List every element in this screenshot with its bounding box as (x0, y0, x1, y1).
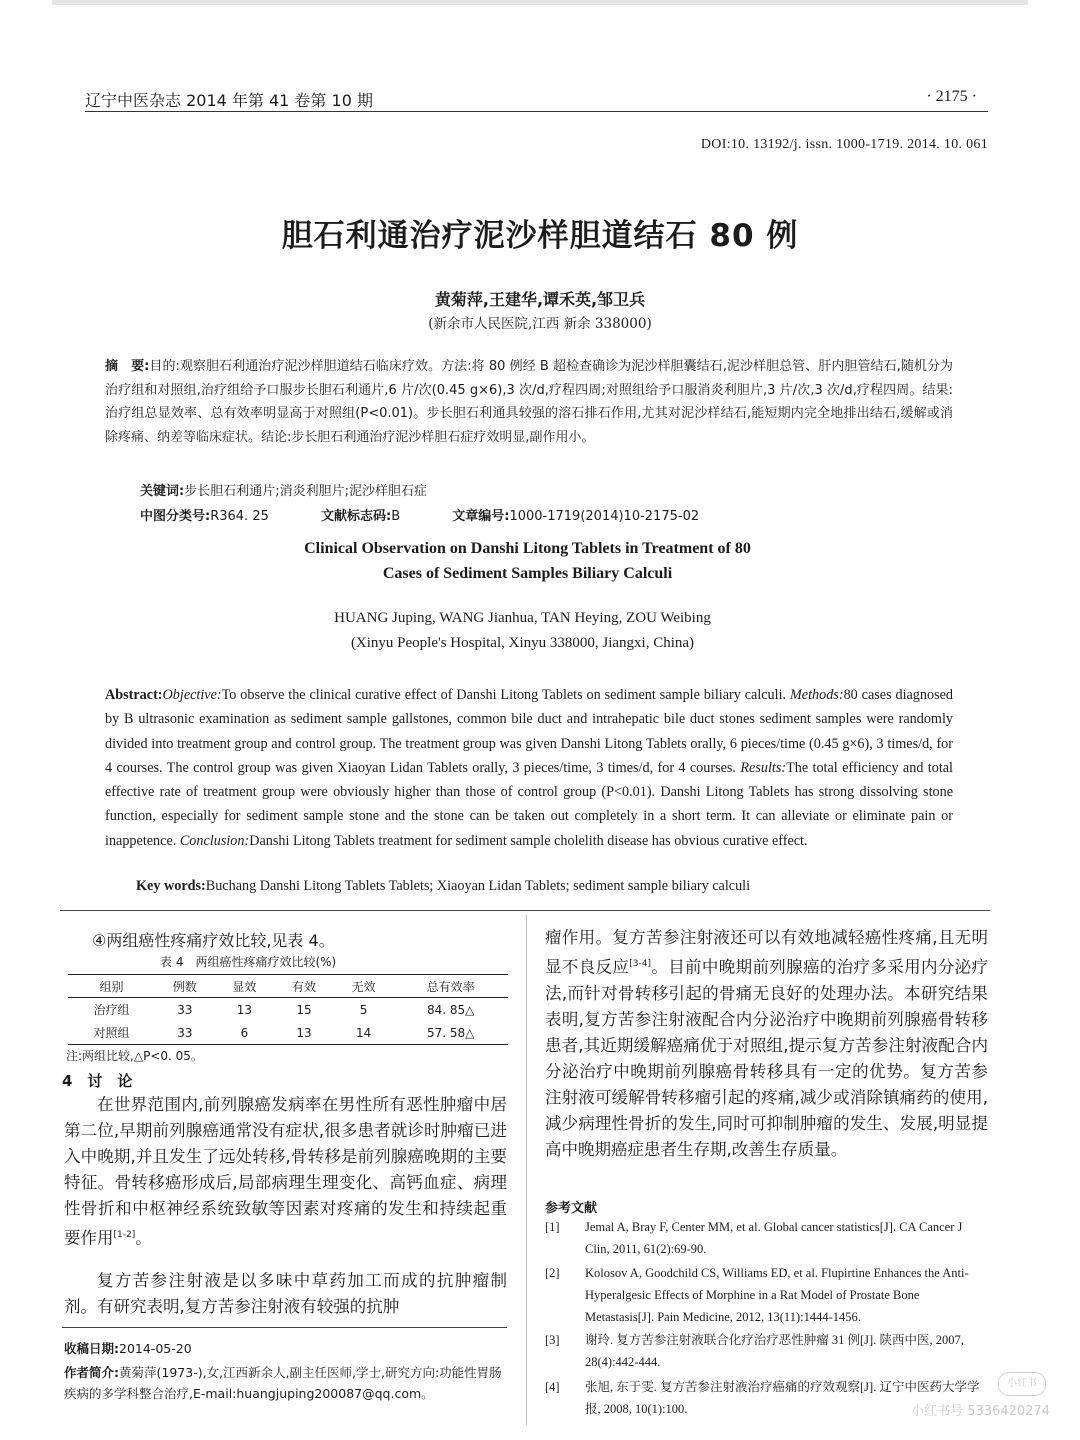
abstract-label: 摘 要: (105, 359, 150, 374)
en-keywords-text: Buchang Danshi Litong Tablets Tablets; Xiaoyan Lidan Tablets; sediment sample biliary calculi (205, 878, 751, 894)
col-header: 无效 (334, 975, 394, 998)
article-no-value: 1000-1719(2014)10-2175-02 (509, 509, 700, 524)
objective-label: Objective: (162, 687, 222, 703)
table-row (68, 998, 508, 1022)
doc-code-value: B (391, 509, 401, 524)
keywords-text: 步长胆石利通片;消炎利胆片;泥沙样胆石症 (184, 484, 427, 499)
paragraph-end: 。 (135, 1228, 152, 1248)
english-affiliation: (Xinyu People's Hospital, Xinyu 338000, Jiangxi, China) (350, 635, 695, 651)
watermark-logo: 小红书 (998, 1372, 1046, 1396)
english-title-line1: Clinical Observation on Danshi Litong Tablets in Treatment of 80 (304, 540, 751, 557)
reference-number: [2] (545, 1266, 560, 1280)
reference-number: [3] (545, 1333, 560, 1347)
en-keywords-label: Key words: (136, 878, 206, 894)
table-cell: 5 (359, 1002, 368, 1017)
bio-label: 作者简介: (64, 1365, 119, 1380)
results-text: The total efficiency and total effective rate of treatment group were obviously higher than those of control group (P<0.01). Danshi Litong Tablets has strong dissolving stone function, especially for sediment sample stone and the stone can be taken out completely in a short term. It can alleviate or eliminate pain or inappetence. (105, 759, 953, 849)
reference-item (545, 1262, 988, 1328)
conclusion-label: Conclusion: (179, 832, 250, 849)
col-header: 显效 (215, 975, 275, 998)
bio-text: 黄菊萍(1973-),女,江西新余人,副主任医师,学士,研究方向:功能性胃肠疾病的多学科整合治疗,E-mail:huangjuping200087@qq.com。 (64, 1365, 502, 1401)
classification-line (140, 505, 699, 524)
item-4-heading: ④两组癌性疼痛疗效比较,见表 4。 (92, 931, 335, 950)
reference-text: 谢玲. 复方苦参注射液联合化疗治疗恶性肿瘤 31 例[J]. 陕西中医, 2007, 28(4):442-444. (585, 1333, 964, 1369)
section-heading: 4 讨 论 (62, 1072, 133, 1090)
watermark-text: 小红书号 5336420274 (911, 1404, 1050, 1419)
table-cell: 15 (296, 1002, 312, 1017)
received-label: 收稿日期: (64, 1341, 119, 1356)
clc-value: R364. 25 (210, 509, 269, 524)
col-header: 例数 (155, 975, 215, 998)
table-cell: 14 (334, 1021, 394, 1045)
column-divider (526, 915, 527, 1425)
objective-text: To observe the clinical curative effect of Danshi Litong Tablets on sediment sample biliary calculi. (221, 687, 787, 703)
received-value: 2014-05-20 (119, 1341, 192, 1356)
table-cell: 13 (274, 1021, 334, 1045)
methods-label: Methods: (789, 687, 844, 703)
english-abstract (105, 683, 953, 853)
article-no-label: 文章编号: (452, 509, 510, 524)
table-row (68, 1021, 508, 1045)
table-cell: 57. 58△ (393, 1021, 508, 1045)
page-number: · 2175 · (926, 88, 977, 105)
table-cell: 33 (155, 1021, 215, 1045)
table-cell: 6 (215, 1021, 275, 1045)
methods-text: 80 cases diagnosed by B ultrasonic examination as sediment sample gallstones, common bile duct and intrahepatic bile duct stones sediment samples were randomly divided into treatment group and control group. The treatment group was given Danshi Litong Tablets orally, 6 pieces/time (0.45 g×6), 3 times/d, for 4 courses. The control group was given Xiaoyan Lidan Tablets orally, 3 pieces/time, 3 times/d, for 4 courses. (105, 687, 954, 776)
discussion-paragraph-2 (64, 1268, 507, 1320)
doi: DOI:10. 13192/j. issn. 1000-1719. 2014. 10. 061 (700, 137, 988, 152)
reference-text: 张旭, 东于雯. 复方苦参注射液治疗癌痛的疗效观察[J]. 辽宁中医药大学学报, 2008, 10(1):100. (585, 1380, 980, 1416)
keywords-label: 关键词: (140, 484, 185, 499)
english-authors: HUANG Juping, WANG Jianhua, TAN Heying, ZOU Weibing (334, 610, 711, 626)
reference-text: Kolosov A, Goodchild CS, Williams ED, et al. Flupirtine Enhances the Anti-Hyperalgesic Effects of Morphine in a Rat Model of Prostate Bone Metastasis[J]. Pain Medicine, 2012, 13(11):1444-1456. (585, 1266, 969, 1324)
english-keywords (136, 878, 750, 895)
references-heading: 参考文献 (545, 1201, 598, 1216)
table-cell: 对照组 (68, 1021, 155, 1045)
article-title: 胆石利通治疗泥沙样胆道结石 80 例 (281, 218, 799, 254)
results-label: Results: (740, 759, 787, 776)
header-rule (85, 111, 988, 112)
table-caption: 表 4 两组癌性疼痛疗效比较(%) (160, 955, 337, 969)
citation: [1-2] (113, 1230, 136, 1240)
chinese-abstract (105, 355, 953, 449)
table-header-row (68, 975, 508, 998)
affiliation: (新余市人民医院,江西 新余 338000) (428, 316, 652, 332)
table-cell: 84. 85△ (426, 1002, 475, 1017)
citation: [3-4] (629, 959, 651, 969)
discussion-paragraph-1 (64, 1092, 507, 1252)
authors: 黄菊萍,王建华,谭禾英,邹卫兵 (434, 290, 646, 309)
table-4 (68, 974, 508, 1045)
col-header: 组别 (68, 975, 155, 998)
table-cell: 13 (236, 1002, 253, 1017)
discussion-paragraph-continued (545, 925, 988, 1163)
paragraph-text: 瘤作用。复方苦参注射液还可以有效地减轻癌性疼痛,且无明显不良反应 (545, 928, 988, 977)
table-note: 注:两组比较,△P<0. 05。 (66, 1049, 203, 1063)
reference-item (545, 1329, 988, 1373)
doc-code-label: 文献标志码: (321, 509, 392, 524)
paragraph-text-cont: 。目前中晚期前列腺癌的治疗多采用内分泌疗法,而针对骨转移引起的骨痛无良好的处理办法。本研究结果表明,复方苦参注射液配合内分泌治疗中晚期前列腺癌骨转移患者,其近期缓解癌痛优于对照组,提示复方苦参注射液配合内分泌治疗中晚期前列腺癌骨转移具有一定的优势。复方苦参注射液可缓解骨转移瘤引起的疼痛,减少或消除镇痛药的使用,减少病理性骨折的发生,同时可抑制肿瘤的发生、发展,明显提高中晚期癌症患者生存期,改善生存质量。 (545, 957, 989, 1159)
col-header: 总有效率 (393, 975, 508, 998)
clc-label: 中图分类号: (140, 509, 211, 524)
table-cell: 治疗组 (93, 1003, 130, 1017)
reference-number: [1] (545, 1220, 560, 1234)
chinese-keywords (140, 480, 427, 499)
author-bio (64, 1362, 509, 1404)
english-title-line2: Cases of Sediment Samples Biliary Calculi (382, 565, 673, 582)
col-header: 有效 (274, 975, 334, 998)
abstract-text: 目的:观察胆石利通治疗泥沙样胆道结石临床疗效。方法:将 80 例经 B 超检查确诊为泥沙样胆囊结石,泥沙样胆总管、肝内胆管结石,随机分为治疗组和对照组,治疗组给予口服步长胆石利通片,6 片/次(0.45 g×6),3 次/d,疗程四周;对照组给予口服消炎利胆片,3 片/次,3 次/d,疗程四周。结果:治疗组总显效率、总有效率明显高于对照组(P<0.01)。步长胆石利通具较强的溶石排石作用,尤其对泥沙样结石,能短期内完全地排出结石,缓解或消除疼痛、纳差等临床症状。结论:步长胆石利通治疗泥沙样胆石症疗效明显,副作用小。 (105, 359, 954, 445)
paragraph-text: 在世界范围内,前列腺癌发病率在男性所有恶性肿瘤中居第二位,早期前列腺癌通常没有症状,很多患者就诊时肿瘤已进入中晚期,并且发生了远处转移,骨转移是前列腺癌晚期的主要特征。骨转移癌形成后,局部病理生理变化、高钙血症、病理性骨折和中枢神经系统致敏等因素对疼痛的发生和持续起重要作用 (64, 1095, 507, 1248)
table-cell: 33 (177, 1002, 193, 1017)
top-edge-bar (52, 0, 1028, 5)
english-title (0, 536, 1055, 586)
paragraph-text: 复方苦参注射液是以多味中草药加工而成的抗肿瘤制剂。有研究表明,复方苦参注射液有较强的抗肿 (64, 1271, 507, 1316)
conclusion-text: Danshi Litong Tablets treatment for sediment sample cholelith disease has obvious curative effect. (249, 832, 808, 849)
journal-header: 辽宁中医杂志 2014 年第 41 卷第 10 期 (85, 91, 373, 110)
reference-text: Jemal A, Bray F, Center MM, et al. Global cancer statistics[J]. CA Cancer J Clin, 2011, 61(2):69-90. (585, 1220, 963, 1256)
reference-item (545, 1216, 988, 1260)
received-date (64, 1338, 509, 1359)
reference-number: [4] (545, 1380, 560, 1394)
footnote-rule (62, 1327, 507, 1328)
section-divider (60, 910, 990, 911)
en-abstract-label: Abstract: (105, 687, 163, 703)
